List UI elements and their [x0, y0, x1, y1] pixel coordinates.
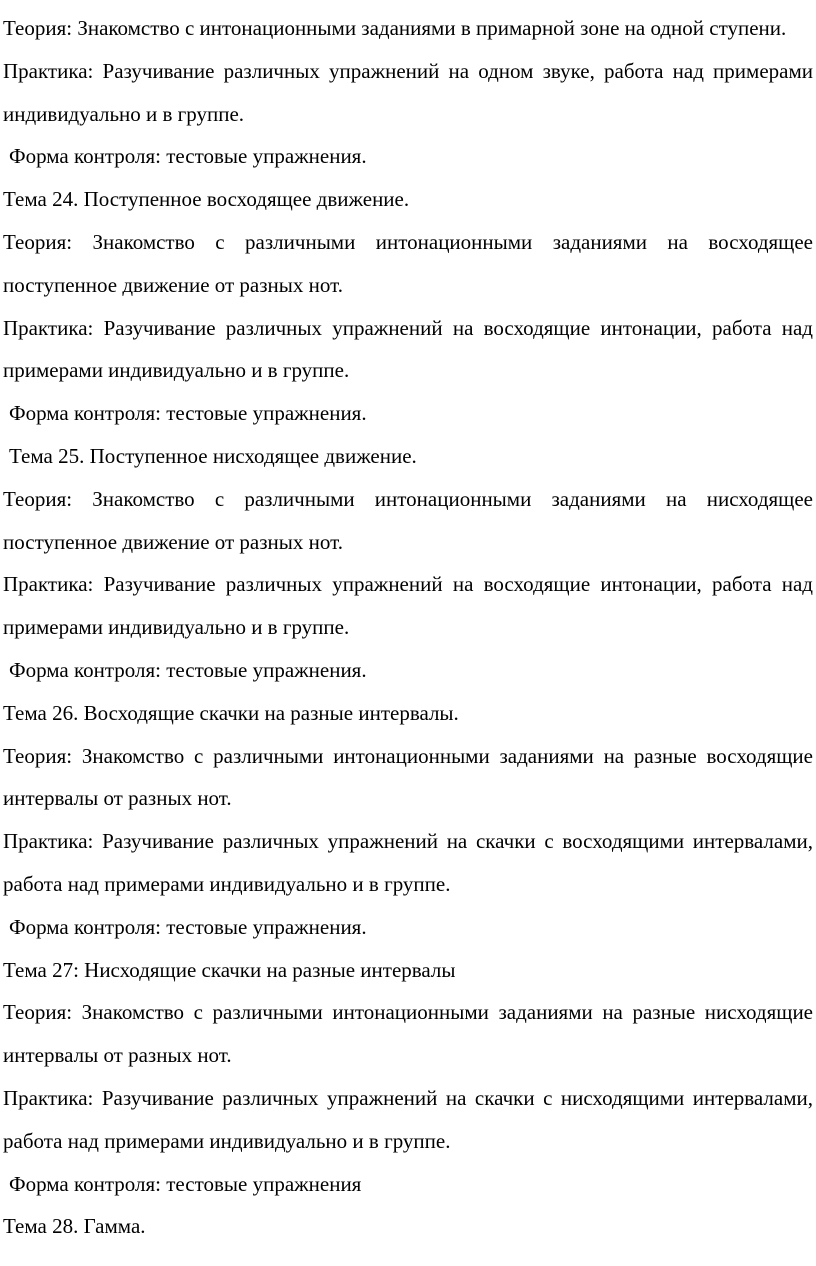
practice-paragraph: Практика: Разучивание различных упражнений на восходящие интонации, работа над примерами индивидуально и в группе. [3, 572, 813, 640]
control-form-paragraph: Форма контроля: тестовые упражнения. [9, 401, 367, 426]
control-form-paragraph: Форма контроля: тестовые упражнения. [9, 657, 367, 682]
practice-paragraph: Практика: Разучивание различных упражнений на скачки с нисходящими интервалами, работа над примерами индивидуально и в группе. [3, 1085, 813, 1153]
theory-paragraph: Теория: Знакомство с различными интонационными заданиями на разные нисходящие интервалы от разных нот. [3, 1000, 813, 1068]
control-form-paragraph: Форма контроля: тестовые упражнения. [9, 144, 367, 169]
practice-paragraph: Практика: Разучивание различных упражнений на одном звуке, работа над примерами индивидуально и в группе. [3, 58, 813, 126]
theory-paragraph: Теория: Знакомство с различными интонационными заданиями на разные восходящие интервалы от разных нот. [3, 743, 813, 811]
practice-paragraph: Практика: Разучивание различных упражнений на скачки с восходящими интервалами, работа над примерами индивидуально и в группе. [3, 829, 813, 896]
theory-paragraph: Теория: Знакомство с интонационными заданиями в примарной зоне на одной ступени. [3, 16, 787, 40]
theory-paragraph: Теория: Знакомство с различными интонационными заданиями на восходящее поступенное движение от разных нот. [3, 229, 813, 297]
topic-heading-24: Тема 24. Поступенное восходящее движение. [3, 187, 410, 212]
theory-paragraph: Теория: Знакомство с различными интонационными заданиями на нисходящее поступенное движение от разных нот. [3, 486, 813, 554]
topic-heading-27: Тема 27: Нисходящие скачки на разные интервалы [3, 957, 456, 982]
control-form-paragraph: Форма контроля: тестовые упражнения. [9, 914, 367, 939]
document-page [3, 7, 813, 1248]
topic-heading-26: Тема 26. Восходящие скачки на разные интервалы. [3, 700, 459, 725]
topic-heading-25: Тема 25. Поступенное нисходящее движение. [9, 443, 417, 468]
topic-heading-28: Тема 28. Гамма. [3, 1214, 146, 1239]
control-form-paragraph: Форма контроля: тестовые упражнения [9, 1171, 362, 1196]
practice-paragraph: Практика: Разучивание различных упражнений на восходящие интонации, работа над примерами индивидуально и в группе. [3, 315, 813, 383]
